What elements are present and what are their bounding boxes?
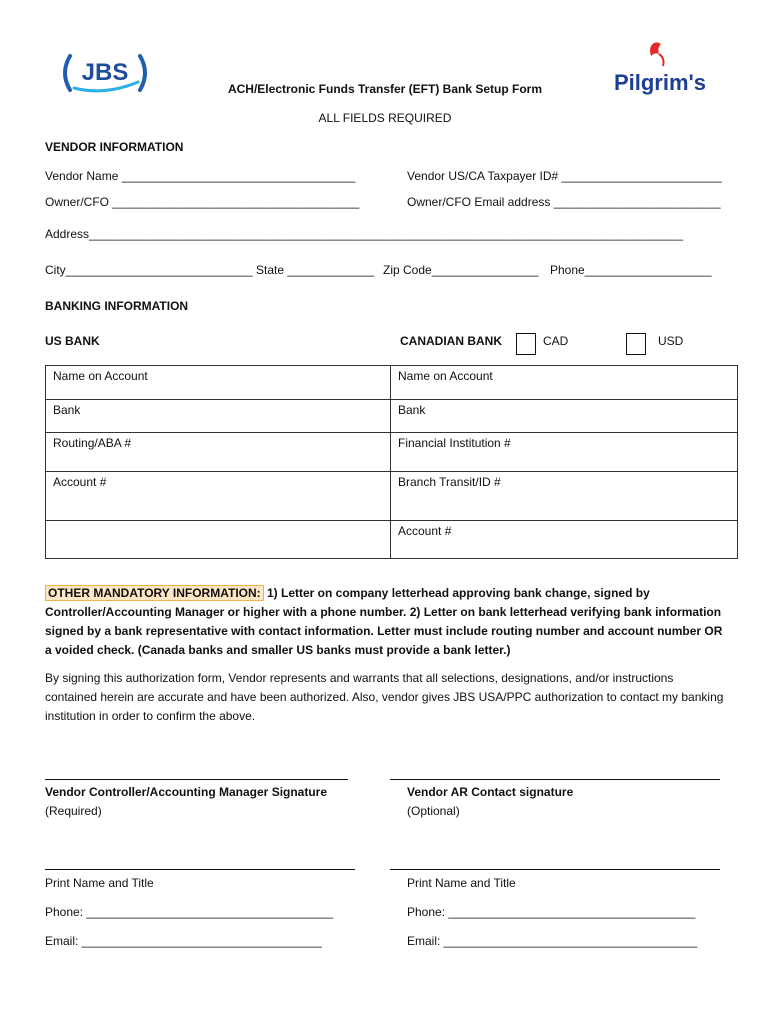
ca-account-cell[interactable]: Account # [391, 521, 738, 559]
left-print-name-label: Print Name and Title [45, 876, 154, 890]
banking-info-heading: BANKING INFORMATION [45, 299, 189, 313]
right-signature-line[interactable] [390, 779, 720, 780]
vendor-name-field[interactable]: Vendor Name ___________________________________ [45, 169, 356, 183]
city-field[interactable]: City____________________________ [45, 263, 253, 277]
us-account-cell[interactable]: Account # [46, 472, 391, 521]
left-print-name-line[interactable] [45, 869, 355, 870]
left-email-field[interactable]: Email: ____________________________________ [45, 934, 322, 948]
svg-text:Pilgrim's: Pilgrim's [613, 70, 707, 95]
left-signature-label: Vendor Controller/Accounting Manager Signature [45, 785, 328, 799]
canadian-bank-heading: CANADIAN BANK [400, 334, 502, 348]
cad-checkbox[interactable] [516, 333, 536, 355]
left-signature-note: (Required) [45, 804, 102, 818]
owner-email-field[interactable]: Owner/CFO Email address _________________________ [407, 195, 721, 209]
right-phone-field[interactable]: Phone: _____________________________________ [407, 905, 696, 919]
state-field[interactable]: State _____________ [256, 263, 375, 277]
table-row [46, 472, 738, 521]
us-routing-cell[interactable]: Routing/ABA # [46, 433, 391, 472]
vendor-info-heading: VENDOR INFORMATION [45, 140, 184, 154]
zip-field[interactable]: Zip Code________________ [383, 263, 539, 277]
right-print-name-line[interactable] [390, 869, 720, 870]
taxpayer-id-field[interactable]: Vendor US/CA Taxpayer ID# ________________________ [407, 169, 722, 183]
usd-checkbox[interactable] [626, 333, 646, 355]
left-signature-line[interactable] [45, 779, 348, 780]
mandatory-info-text: 1) Letter on company letterhead approving bank change, signed by Controller/Accounting Manager or higher with a phone number. 2) Letter on bank letterhead verifying bank information signed by a bank representative with contact information. Letter must include routing number and account number OR a voided check. (Canada banks and smaller US banks must provide a bank letter.) [45, 586, 723, 657]
table-row [46, 521, 738, 559]
us-bank-heading: US BANK [45, 334, 100, 348]
form-subtitle: ALL FIELDS REQUIRED [318, 111, 452, 125]
right-signature-note: (Optional) [407, 804, 460, 818]
phone-field[interactable]: Phone___________________ [550, 263, 712, 277]
ca-name-on-account-cell[interactable]: Name on Account [391, 366, 738, 400]
svg-text:JBS: JBS [81, 59, 129, 86]
left-phone-field[interactable]: Phone: _____________________________________ [45, 905, 334, 919]
owner-cfo-field[interactable]: Owner/CFO _____________________________________ [45, 195, 360, 209]
form-title: ACH/Electronic Funds Transfer (EFT) Bank Setup Form [227, 82, 543, 96]
ca-financial-institution-cell[interactable]: Financial Institution # [391, 433, 738, 472]
bank-info-table [45, 365, 738, 559]
ca-bank-cell[interactable]: Bank [391, 400, 738, 433]
us-bank-cell[interactable]: Bank [46, 400, 391, 433]
authorization-paragraph: By signing this authorization form, Vendor represents and warrants that all selections, designations, and/or instructions contained herein are accurate and have been authorized. Also, vendor gives JBS USA/PPC authorization to contact my banking institution in order to confirm the above. [45, 671, 724, 723]
table-row [46, 366, 738, 400]
us-empty-cell[interactable] [46, 521, 391, 559]
usd-label: USD [658, 334, 684, 348]
mandatory-info-paragraph [45, 584, 725, 660]
table-row [46, 400, 738, 433]
mandatory-info-label: OTHER MANDATORY INFORMATION: [45, 585, 264, 601]
ca-branch-transit-cell[interactable]: Branch Transit/ID # [391, 472, 738, 521]
address-field[interactable]: Address_________________________________________________________________________________________ [45, 227, 683, 241]
right-email-field[interactable]: Email: ______________________________________ [407, 934, 698, 948]
cad-label: CAD [543, 334, 569, 348]
right-print-name-label: Print Name and Title [407, 876, 516, 890]
right-signature-label: Vendor AR Contact signature [407, 785, 574, 799]
us-name-on-account-cell[interactable]: Name on Account [46, 366, 391, 400]
table-row [46, 433, 738, 472]
